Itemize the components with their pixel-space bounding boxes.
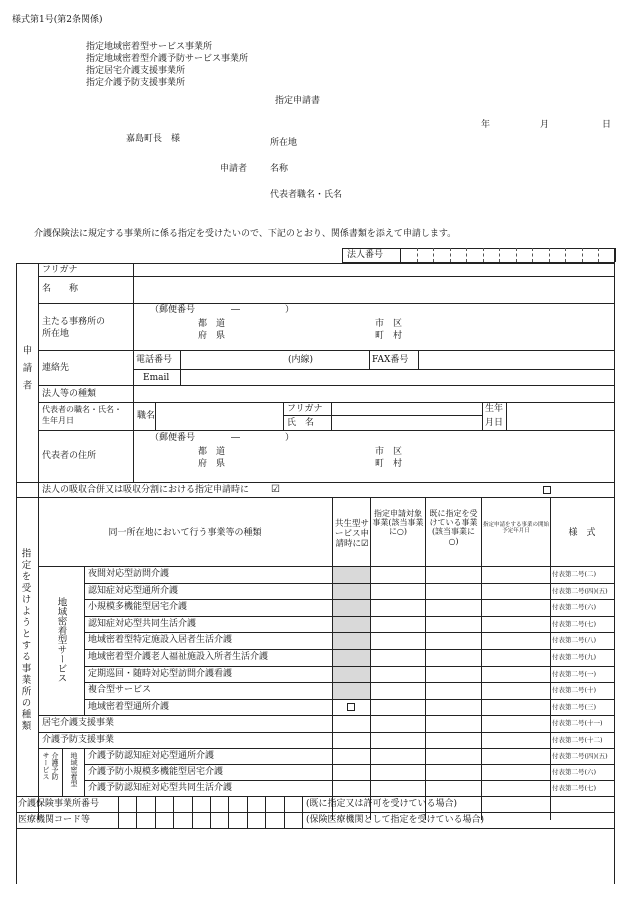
footer-cell-divider xyxy=(284,796,285,828)
row-divider xyxy=(84,599,614,600)
prevention-service-form: 付表第二号(七) xyxy=(552,784,597,792)
row-divider xyxy=(84,764,614,765)
services-form: 付表第二号(七) xyxy=(552,619,597,628)
page-title: 指定申請書 xyxy=(275,96,321,106)
prevention-service-form: 付表第二号(四)(五) xyxy=(552,752,608,760)
footer-cell-divider xyxy=(155,796,156,828)
city-label-4: 町 村 xyxy=(375,459,403,469)
row-divider xyxy=(84,682,614,683)
services-name: 複合型サービス xyxy=(88,685,152,696)
pref-label-2: 府 県 xyxy=(198,331,226,341)
services-form: 付表第二号(三) xyxy=(552,702,597,711)
pref-label-1: 都 道 xyxy=(198,319,226,329)
services-name: 地域密着型介護老人福祉施設入所者生活介護 xyxy=(88,652,269,662)
corp-number-cell-divider xyxy=(565,248,567,262)
prevention-service-form: 付表第二号(六) xyxy=(552,768,597,776)
full-name-label: 氏 名 xyxy=(287,418,315,428)
corp-number-cell-divider xyxy=(615,248,616,262)
corp-number-cell-divider xyxy=(532,248,534,262)
corp-number-cell-divider xyxy=(582,248,584,262)
office-type-4: 指定介護予防支援事業所 xyxy=(86,78,186,88)
applicant-section-label: 申請者 xyxy=(20,345,32,398)
other-service-name: 居宅介護支援事業 xyxy=(42,718,115,728)
corp-number-cell-divider xyxy=(516,248,518,262)
other-service-form: 付表第二号(十一) xyxy=(552,719,603,727)
services-form: 付表第二号(二) xyxy=(552,570,597,578)
target-header: 指定申請対象事業(該当事業に○) xyxy=(372,509,424,537)
corp-number-cell-divider xyxy=(466,248,468,262)
corp-number-cell-divider xyxy=(549,248,551,262)
date-month: 月 xyxy=(540,120,550,130)
symbiotic-checkbox[interactable] xyxy=(347,703,355,711)
corp-number-cell-divider xyxy=(598,248,600,262)
insurer-number-label: 介護保険事業所番号 xyxy=(18,799,100,809)
date-day: 日 xyxy=(602,120,612,130)
merger-checkbox[interactable] xyxy=(543,486,551,494)
corp-number-cell-divider xyxy=(483,248,485,262)
services-name: 小規模多機能型居宅介護 xyxy=(88,602,188,613)
services-name: 地域密着型通所介護 xyxy=(88,701,170,712)
services-name: 地域密着型特定施設入居者生活介護 xyxy=(88,635,233,646)
row-divider xyxy=(84,649,614,650)
footer-cell-divider xyxy=(173,796,174,828)
existing-header: 既に指定を受けている事業(該当事業に○) xyxy=(429,509,478,546)
furigana2-label: フリガナ xyxy=(287,404,323,414)
prevention-sub-label: 地域密着型 xyxy=(70,752,78,787)
birth-label-2: 月日 xyxy=(485,418,504,428)
corp-number-cell-divider xyxy=(499,248,501,262)
office-type-2: 指定地域密着型介護予防サービス事業所 xyxy=(86,54,249,64)
services-form: 付表第二号(四)(五) xyxy=(552,586,608,595)
footer-cell-divider xyxy=(228,796,229,828)
row-divider xyxy=(84,780,614,781)
row-divider xyxy=(84,583,614,584)
medical-code-label: 医療機関コード等 xyxy=(18,815,91,825)
row-divider xyxy=(84,616,614,617)
main-office-label-1: 主たる事務所の xyxy=(42,317,106,327)
community-group-label: 地域密着型サービス xyxy=(55,597,67,683)
ext-label: (内線) xyxy=(288,355,314,365)
applicant-name-label: 名称 xyxy=(270,164,289,174)
format-header: 様 式 xyxy=(568,528,596,538)
name-label: 名 称 xyxy=(42,284,79,294)
other-service-form: 付表第二号(十二) xyxy=(552,735,603,744)
birth-label-1: 生年 xyxy=(485,404,504,414)
services-name: 認知症対応型通所介護 xyxy=(88,585,179,596)
row-divider xyxy=(38,715,614,716)
services-name: 定期巡回・随時対応型訪問介護看護 xyxy=(88,668,233,679)
prevention-group-label-inner: 介護予防 xyxy=(51,752,59,780)
furigana-label: フリガナ xyxy=(42,265,78,275)
city-label-2: 町 村 xyxy=(375,331,403,341)
footer-cell-divider xyxy=(210,796,211,828)
services-form: 付表第二号(九) xyxy=(552,653,597,661)
merger-label: 法人の吸収合併又は吸収分割における指定申請時に xyxy=(42,485,250,495)
services-form: 付表第二号(六) xyxy=(552,603,597,612)
corp-type-label: 法人等の種類 xyxy=(42,389,97,399)
city-label-1: 市 区 xyxy=(375,319,403,329)
form-number: 様式第1号(第2条関係) xyxy=(12,15,103,25)
pref-label-4: 府 県 xyxy=(198,459,226,469)
corp-number-cell-divider xyxy=(417,248,419,262)
designation-section-label: 指定を受けようとする事業所の種類 xyxy=(19,548,31,732)
insurer-note: (既に指定又は許可を受けている場合) xyxy=(306,799,458,809)
corp-number-cell-divider xyxy=(450,248,452,262)
footer-cell-divider xyxy=(265,796,266,828)
rep-info-label-2: 生年月日 xyxy=(42,416,74,425)
city-label-3: 市 区 xyxy=(375,447,403,457)
date-year: 年 xyxy=(481,120,491,130)
other-service-name: 介護予防支援事業 xyxy=(42,734,115,745)
pref-label-3: 都 道 xyxy=(198,447,226,457)
services-name: 認知症対応型共同生活介護 xyxy=(88,618,197,629)
addressee: 嘉島町長 様 xyxy=(126,134,181,144)
service-type-header: 同一所在地において行う事業等の種類 xyxy=(108,528,262,538)
footer-cell-divider xyxy=(136,796,137,828)
email-label: Email xyxy=(143,373,170,383)
prevention-group-label-outer: サービス xyxy=(42,752,50,780)
services-form: 付表第二号(十) xyxy=(552,686,597,695)
row-divider xyxy=(84,632,614,633)
start-header: 指定申請をする事業の開始予定年月日 xyxy=(483,522,550,535)
merger-check-icon: ☑ xyxy=(271,484,280,495)
postal-label: （郵便番号 ― ） xyxy=(150,305,295,315)
applicant-location-label: 所在地 xyxy=(270,138,298,148)
row-divider xyxy=(84,666,614,667)
statement: 介護保険法に規定する事業所に係る指定を受けたいので、下記のとおり、関係書類を添えて申請します。 xyxy=(34,229,457,239)
applicant-rep-label: 代表者職名・氏名 xyxy=(270,190,343,200)
fax-label: FAX番号 xyxy=(372,355,409,365)
corp-number-cell-divider xyxy=(400,248,401,262)
row-divider xyxy=(84,699,614,700)
applicant-label: 申請者 xyxy=(220,164,248,174)
row-divider xyxy=(38,748,614,749)
job-title-label: 職名 xyxy=(137,411,156,421)
medical-note: (保険医療機関として指定を受けている場合) xyxy=(306,815,485,825)
rep-address-label: 代表者の住所 xyxy=(42,451,97,461)
footer-cell-divider xyxy=(247,796,248,828)
corp-number-cell-divider xyxy=(433,248,435,262)
footer-cell-divider xyxy=(192,796,193,828)
prevention-service-name: 介護予防小規模多機能型居宅介護 xyxy=(88,767,224,777)
corp-number-label: 法人番号 xyxy=(347,250,384,260)
contact-label: 連絡先 xyxy=(42,363,70,373)
prevention-service-name: 介護予防認知症対応型共同生活介護 xyxy=(88,783,233,793)
prevention-service-name: 介護予防認知症対応型通所介護 xyxy=(88,751,215,761)
row-divider xyxy=(38,732,614,733)
office-type-3: 指定居宅介護支援事業所 xyxy=(86,66,186,76)
services-form: 付表第二号(一) xyxy=(552,669,597,678)
office-type-1: 指定地域密着型サービス事業所 xyxy=(86,42,213,52)
postal-label-2: （郵便番号 ― ） xyxy=(150,433,295,443)
tel-label: 電話番号 xyxy=(136,355,173,365)
symbiotic-header: 共生型サービス申請時に☑ xyxy=(334,519,369,549)
rep-info-label-1: 代表者の職名・氏名・ xyxy=(42,405,122,414)
services-name: 夜間対応型訪問介護 xyxy=(88,569,170,579)
main-office-label-2: 所在地 xyxy=(42,329,70,339)
services-form: 付表第二号(八) xyxy=(552,636,597,645)
